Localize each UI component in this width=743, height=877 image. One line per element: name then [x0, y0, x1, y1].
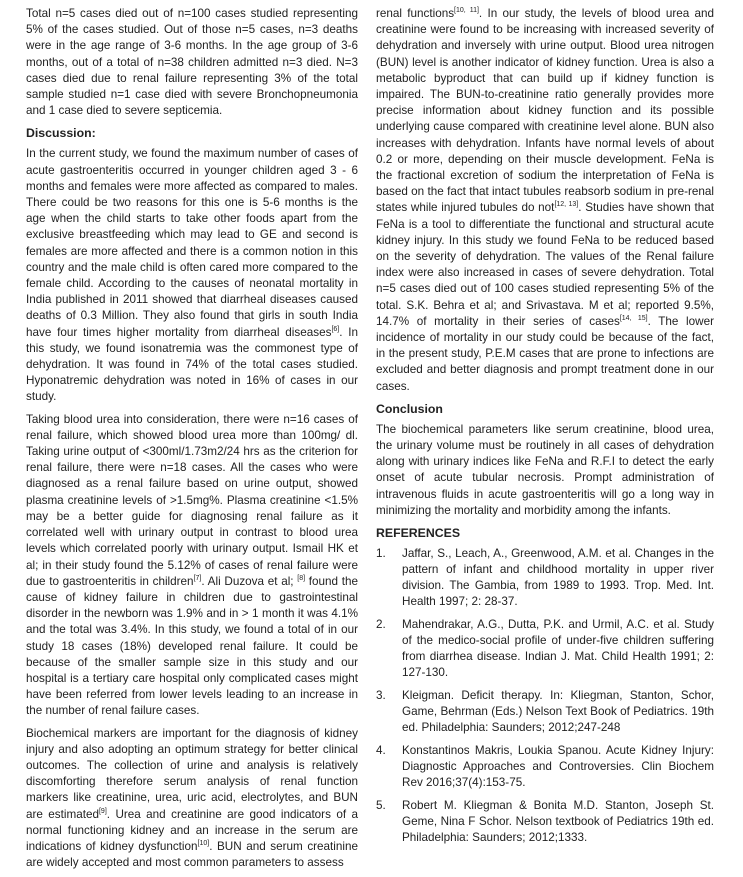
reference-item: 3. Kleigman. Deficit therapy. In: Kliegman, Stanton, Schor, Game, Behrman (Eds.) Nelson Text Book of Pediatrics. 19th ed. Philadelphia: Saunders; 2012;247-248 [376, 689, 714, 735]
citation-10: [10] [197, 840, 210, 848]
discussion-paragraph-1: In the current study, we found the maximum number of cases of acute gastroenteritis occurred in younger children aged 3 - 6 months and females were more affected as compared to males. There could be two reasons for this one is 5-6 months is the age when the child starts to take other foods apart from the exclusive breastfeeding which may lead to GE and second is females are more affected and there is a common notion in this country and the male child is often cared more compared to the female child. According to the causes of neonatal mortality in India published in 2011 showed that diarrheal diseases caused deaths of 0.3 Million. They also found that girls in south India have four times higher mortality from diarrheal diseases[6]. In this study, we found isonatremia was the commonest type of dehydration. It was found in 74% of the total cases studied. Hyponatremic dehydration was noted in 16% of cases in our study. [26, 147, 358, 404]
citation-9: [9] [98, 807, 107, 815]
conclusion-paragraph: The biochemical parameters like serum creatinine, blood urea, the urinary volume must be routinely in all cases of dehydration along with urinary indices like FeNa and R.F.I to detect the early onset of acute tubular necrosis. Prompt administration of intravenous fluids in acute gastroenteritis will go a long way in minimizing the mortality and morbidity among the infants. [376, 422, 714, 517]
citation-6: [6] [331, 325, 340, 333]
reference-item: 5. Robert M. Kliegman & Bonita M.D. Stanton, Joseph St. Geme, Nina F Schor. Nelson textbook of Pediatrics 19th ed. Philadelphia: Saunders; 2012;1333. [376, 799, 714, 845]
citation-8: [8] [297, 574, 306, 582]
results-paragraph: Total n=5 cases died out of n=100 cases studied representing 5% of the cases studied. Out of those n=5 cases, n=3 deaths were in the age range of 3-6 months. In the age group of 3-6 months, out of a total of n=38 children admitted n=3 died. N=3 cases died due to renal failure representing 3% of the total sample studied n=1 case died with severe Bronchopneumonia and 1 case died to severe septicemia. [26, 7, 358, 118]
discussion-paragraph-3: Biochemical markers are important for the diagnosis of kidney injury and also adopting an optimum strategy for better clinical outcomes. The collection of urine and analysis is relatively discomforting therefore serum analysis of renal function markers like creatinine, urea, uric acid, electrolytes, and BUN are estimated[9]. Urea and creatinine are good indicators of a normal functioning kidney and an increase in the serum are indications of kidney dysfunction[10]. BUN and serum creatinine are widely accepted and most common parameters to assess [26, 726, 358, 870]
conclusion-heading: Conclusion [376, 401, 443, 416]
citation-12-13: [12, 13] [554, 201, 579, 209]
reference-item: 1. Jaffar, S., Leach, A., Greenwood, A.M. et al. Changes in the pattern of infant and childhood mortality in upper river division. The Gambia, from 1989 to 1993. Trop. Med. Int. Health 1997; 2: 28-37. [376, 547, 714, 609]
references-list [376, 546, 714, 846]
right-column [376, 6, 714, 853]
discussion-heading: Discussion: [26, 126, 96, 141]
citation-10-11: [10, 11] [454, 7, 479, 15]
discussion-paragraph-2: Taking blood urea into consideration, there were n=16 cases of renal failure, which showed blood urea more than 100mg/ dl. Taking urine output of <300ml/1.73m2/24 hrs as the criterion for renal failure, there were n=18 cases. All the cases who were diagnosed as a renal failure based on urine output, showed plasma creatinine levels of >1.5mg%. Plasma creatinine <1.5% may be a better guide for diagnosing renal failure as it correlated well with urinary output in contrast to blood urea levels which correlated poorly with urinary output. Ismail HK et al; in their study found the 5.12% of cases of renal failure were due to gastroenteritis in children[7]. Ali Duzova et al; [8] found the cause of kidney failure in children due to gastrointestinal disorder in the newborn was 1.9% and in > 1 month it was 4.1% and the total was 3.4%. In this study, we found a total of in our study 18 cases (18%) developed renal failure. It could be because of the smaller sample size in this study and our hospital is a tertiary care hospital only complicated cases might have been referred from lower levels leading to an increase in the number of renal failure cases. [26, 412, 358, 718]
citation-7: [7] [193, 574, 202, 582]
references-heading: REFERENCES [376, 526, 461, 541]
discussion-paragraph-4: renal functions[10, 11]. In our study, the levels of blood urea and creatinine were found to be increasing with increased severity of dehydration and inversely with urine output. Blood urea nitrogen (BUN) level is another indicator of kidney function. Urea is also a metabolic byproduct that can build up if kidney function is impaired. The BUN-to-creatinine ratio generally provides more precise information about kidney function and its possible underlying cause compared with creatinine level alone. BUN also increases with dehydration. Infants have normal levels of about 0.2 or more, depending on their muscle development. FeNa is the fractional excretion of sodium the interpretation of FeNa is based on the fact that intact tubules reabsorb sodium in pre-renal states while injured tubules do not[12, 13]. Studies have shown that FeNa is a tool to differentiate the functional and structural acute kidney injury. In this study we found FeNa to be reduced based on the severity of dehydration. The values of the Renal failure index were also increased in cases of severe dehydration. Total n=5 cases died out of 100 cases studied representing 5% of the total. S.K. Behra et al; and Srivastava. M et al; reported 9.5%, 14.7% of mortality in their series of cases[14, 15]. The lower incidence of mortality in our study could be because of the fact, in the present study, P.E.M cases that are prone to infections are excluded and better diagnosis and prompt treatment done in our cases. [376, 7, 714, 393]
reference-item: 4. Konstantinos Makris, Loukia Spanou. Acute Kidney Injury: Diagnostic Approaches and Controversies. Clin Biochem Rev 2016;37(4):153-75. [376, 744, 714, 790]
citation-14-15: [14, 15] [619, 314, 648, 322]
left-column [26, 6, 358, 877]
reference-item: 2. Mahendrakar, A.G., Dutta, P.K. and Urmil, A.C. et al. Study of the medico-social profile of under-five children suffering from diarrhea disease. Indian J. Mat. Child Health 1991; 2: 127-130. [376, 618, 714, 680]
